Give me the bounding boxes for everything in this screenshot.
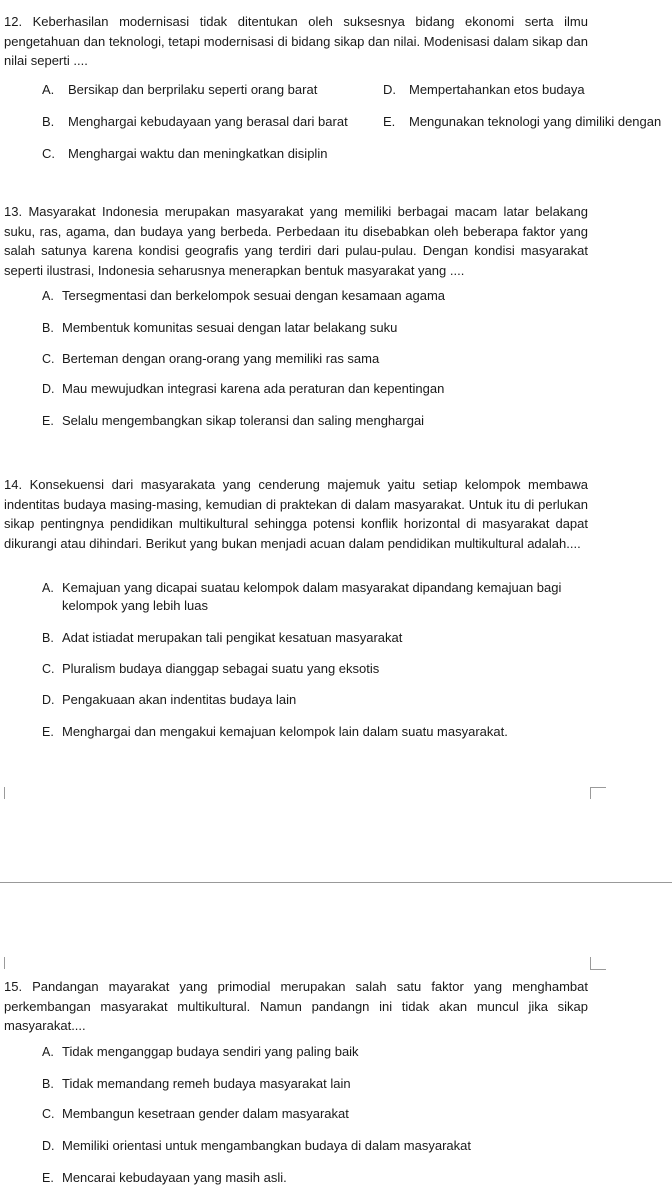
option-12-c: [42, 145, 327, 163]
option-14-d: [28, 691, 588, 709]
option-12-d: [383, 81, 585, 99]
option-12-b: [42, 113, 348, 131]
option-text: Tidak memandang remeh budaya masyarakat lain: [62, 1076, 351, 1091]
option-text: Menghargai dan mengakui kemajuan kelompok lain dalam suatu masyarakat.: [62, 724, 508, 739]
option-text: Selalu mengembangkan sikap toleransi dan saling menghargai: [62, 413, 425, 428]
question-12-text: 12. Keberhasilan modernisasi tidak ditentukan oleh suksesnya bidang ekonomi serta ilmu pengetahuan dan teknologi, tetapi modernisasi di bidang sikap dan nilai. Modenisasi dalam sikap dan nilai seperti ....: [4, 14, 588, 68]
option-15-a: [28, 1043, 588, 1061]
option-text: Menghargai kebudayaan yang berasal dari barat: [68, 114, 348, 129]
option-letter: A.: [42, 289, 54, 303]
crop-mark: [590, 969, 606, 970]
option-text: Mencarai kebudayaan yang masih asli.: [62, 1170, 287, 1185]
option-15-d: [28, 1137, 588, 1155]
option-letter: C.: [42, 1107, 55, 1121]
option-letter: A.: [42, 581, 54, 595]
option-13-b: [28, 319, 588, 337]
option-letter: D.: [383, 82, 396, 97]
option-text: Adat istiadat merupakan tali pengikat kesatuan masyarakat: [62, 630, 403, 645]
option-letter: B.: [42, 1077, 54, 1091]
option-letter: B.: [42, 114, 55, 129]
crop-mark: [590, 957, 591, 969]
option-text: Mempertahankan etos budaya: [409, 82, 585, 97]
crop-mark: [4, 787, 5, 799]
option-letter: B.: [42, 631, 54, 645]
option-13-e: [28, 412, 588, 430]
option-letter: C.: [42, 352, 55, 366]
option-text: Membangun kesetraan gender dalam masyarakat: [62, 1106, 349, 1121]
option-letter: D.: [42, 1139, 55, 1153]
option-letter: E.: [42, 725, 54, 739]
option-letter: B.: [42, 321, 54, 335]
option-13-c: [28, 350, 588, 368]
question-14: [4, 475, 588, 553]
option-14-b: [28, 629, 588, 647]
option-text: Membentuk komunitas sesuai dengan latar belakang suku: [62, 320, 398, 335]
option-letter: D.: [42, 382, 55, 396]
option-text: Bersikap dan berprilaku seperti orang barat: [68, 82, 318, 97]
question-15: [4, 977, 588, 1036]
question-14-text: 14. Konsekuensi dari masyarakata yang cenderung majemuk yaitu setiap kelompok membawa indentitas budaya masing-masing, kemudian di praktekan di dalam masyarakat. Untuk itu di perlukan sikap pentingnya pendidikan multikultural sehingga potensi konflik horizontal di masyarakat dapat dikurangi atau dihindari. Berikut yang bukan menjadi acuan dalam pendidikan multikultural adalah....: [4, 477, 588, 551]
option-text: Mau mewujudkan integrasi karena ada peraturan dan kepentingan: [62, 381, 445, 396]
option-letter: E.: [383, 114, 396, 129]
option-text: Tidak menganggap budaya sendiri yang paling baik: [62, 1044, 359, 1059]
option-text: Memiliki orientasi untuk mengambangkan budaya di dalam masyarakat: [62, 1138, 471, 1153]
option-14-a: [28, 579, 588, 615]
option-15-b: [28, 1075, 588, 1093]
option-15-c: [28, 1105, 588, 1123]
option-text: Berteman dengan orang-orang yang memiliki ras sama: [62, 351, 380, 366]
option-letter: A.: [42, 82, 55, 97]
option-letter: E.: [42, 414, 54, 428]
question-13-text: 13. Masyarakat Indonesia merupakan masyarakat yang memiliki berbagai macam latar belakang suku, ras, agama, dan budaya yang berbeda. Perbedaan itu disebabkan oleh beberapa faktor yang salah satunya karena kondisi geografis yang terdiri dari pulau-pulau. Dengan kondisi masyarakat seperti ilustrasi, Indonesia seharusnya menerapkan bentuk masyarakat yang ....: [4, 204, 588, 278]
option-13-a: [28, 287, 588, 305]
option-14-e: [28, 723, 588, 741]
option-14-c: [28, 660, 588, 678]
page-separator: [0, 882, 672, 883]
option-letter: A.: [42, 1045, 54, 1059]
option-letter: D.: [42, 693, 55, 707]
crop-mark: [590, 787, 591, 799]
question-12: [4, 12, 588, 71]
option-text: Menghargai waktu dan meningkatkan disiplin: [68, 146, 328, 161]
option-text: Pengakuaan akan indentitas budaya lain: [62, 692, 297, 707]
option-text: Pluralism budaya dianggap sebagai suatu yang eksotis: [62, 661, 380, 676]
crop-mark: [4, 957, 5, 969]
option-15-e: [28, 1169, 588, 1187]
crop-mark: [590, 787, 606, 788]
option-12-a: [42, 81, 317, 99]
option-text: Kemajuan yang dicapai suatau kelompok dalam masyarakat dipandang kemajuan bagi kelompok yang lebih luas: [62, 580, 562, 613]
option-letter: C.: [42, 146, 55, 161]
question-15-text: 15. Pandangan mayarakat yang primodial merupakan salah satu faktor yang menghambat perkembangan masyarakat multikultural. Namun pandangn ini tidak akan muncul jika sikap masyarakat....: [4, 979, 588, 1033]
option-text: Mengunakan teknologi yang dimiliki dengan: [409, 114, 662, 129]
option-12-e: [383, 113, 661, 131]
option-13-d: [28, 380, 588, 398]
question-13: [4, 202, 588, 280]
option-text: Tersegmentasi dan berkelompok sesuai dengan kesamaan agama: [62, 288, 446, 303]
option-letter: E.: [42, 1171, 54, 1185]
option-letter: C.: [42, 662, 55, 676]
